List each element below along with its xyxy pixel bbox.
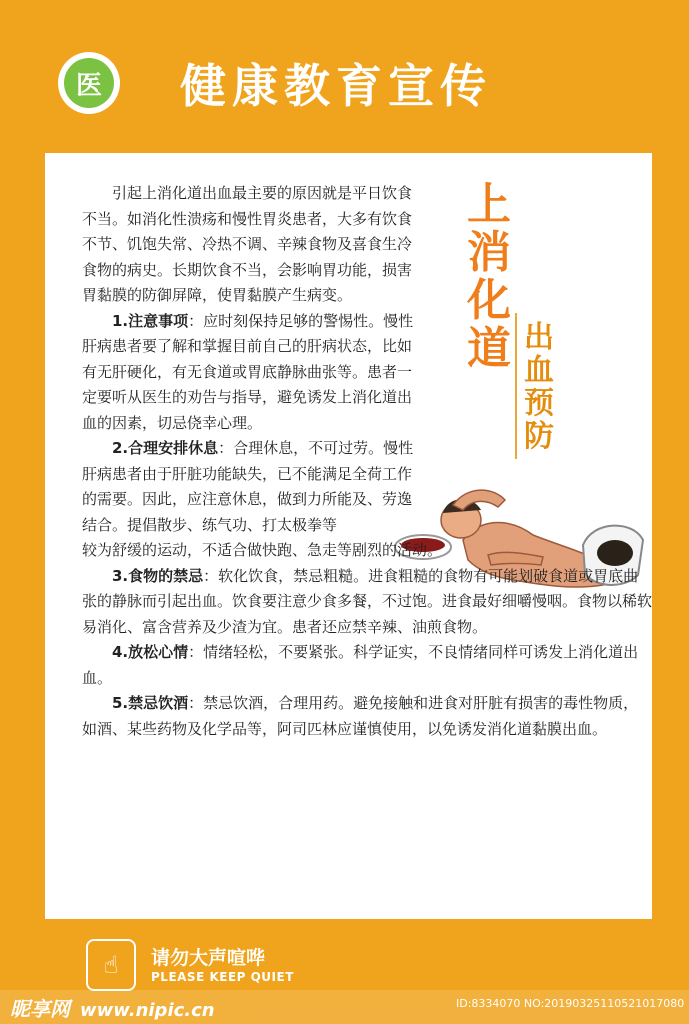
section-3 <box>82 564 652 641</box>
section-5 <box>82 691 652 742</box>
quiet-notice-cn: 请勿大声喧哗 <box>151 947 266 969</box>
medical-badge-label: 医 <box>64 58 114 108</box>
section-5-text: ：禁忌饮酒，合理用药。避免接触和进食对肝脏有损害的毒性物质，如酒、某些药物及化学品等，阿司匹林应谨慎使用，以免诱发消化道黏膜出血。 <box>82 694 639 738</box>
page-title: 健康教育宣传 <box>180 59 492 113</box>
section-4-heading: 4.放松心情 <box>112 643 189 661</box>
section-2 <box>82 436 422 538</box>
quiet-notice-en: PLEASE KEEP QUIET <box>151 970 294 984</box>
watermark-id: ID:8334070 NO:20190325110521017080 <box>456 997 685 1010</box>
intro-paragraph: 引起上消化道出血最主要的原因就是平日饮食不当。如消化性溃疡和慢性胃炎患者，大多有饮食不节、饥饱失常、冷热不调、辛辣食物及喜食生冷食物的病史。长期饮食不当，会影响胃功能，损害胃黏膜的防御屏障，使胃黏膜产生病变。 <box>82 184 413 304</box>
article-body <box>82 181 652 742</box>
medical-badge <box>58 52 120 114</box>
section-2-continued: 较为舒缓的运动，不适合做快跑、急走等剧烈的活动。 <box>82 541 443 559</box>
watermark-site: 昵享网 www.nipic.cn <box>10 997 215 1021</box>
section-1 <box>82 309 422 437</box>
quiet-sign-icon: ☝ <box>86 939 136 991</box>
section-1-heading: 1.注意事项 <box>112 311 189 330</box>
section-5-heading: 5.禁忌饮酒 <box>112 694 189 712</box>
section-2-heading: 2.合理安排休息 <box>112 439 219 457</box>
section-2-text: ：合理休息，不可过劳。慢性肝病患者由于肝脏功能缺失，已不能满足全荷工作的需要。因此，应注意休息，做到力所能及、劳逸结合。提倡散步、练气功、打太极拳等 <box>82 439 414 534</box>
side-title-sub: 出 血 预 防 <box>524 320 554 454</box>
section-3-text: ：软化饮食，禁忌粗糙。进食粗糙的食物有可能划破食道或胃底曲张的静脉而引起出血。饮食要注意少食多餐，不过饱。进食最好细嚼慢咽。食物以稀软易消化、富含营养及少渣为宜。患者还应禁辛辣、油煎食物。 <box>82 566 653 636</box>
section-3-heading: 3.食物的禁忌 <box>112 566 204 585</box>
side-title-main: 上 消 化 道 <box>467 179 511 374</box>
section-4-text: ：情绪轻松，不要紧张。科学证实，不良情绪同样可诱发上消化道出血。 <box>82 643 639 687</box>
section-1-text: ：应时刻保持足够的警惕性。慢性肝病患者要了解和掌握目前自己的肝病状态，比如有无肝硬化，有无食道或胃底静脉曲张等。患者一定要听从医生的劝告与指导，避免诱发上消化道出血的因素，切忌侥幸心理。 <box>82 311 414 432</box>
section-4 <box>82 640 652 691</box>
content-panel <box>45 153 652 919</box>
